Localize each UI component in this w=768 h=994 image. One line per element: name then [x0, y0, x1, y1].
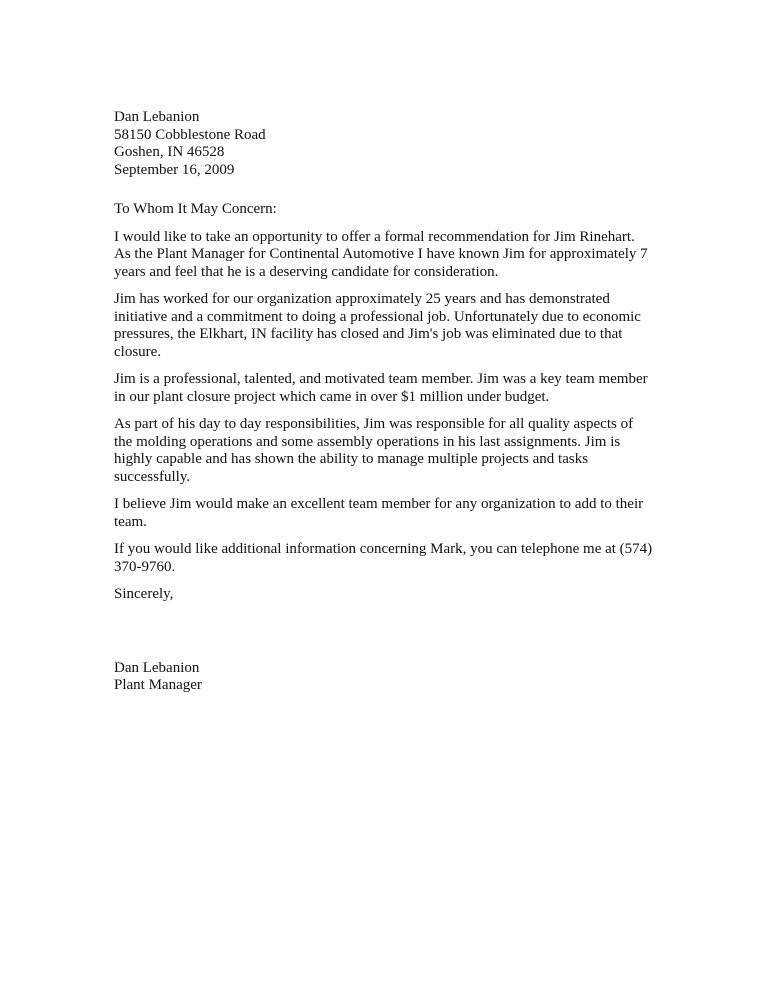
letter-date: September 16, 2009: [114, 161, 235, 178]
letter-body: [114, 109, 674, 695]
sender-name: Dan Lebanion: [114, 109, 200, 125]
paragraph-line: pressures, the Elkhart, IN facility has closed and Jim's job was eliminated due to that: [114, 326, 623, 342]
paragraph-line: initiative and a commitment to doing a professional job. Unfortunately due to economic: [114, 308, 641, 325]
paragraph-line: As part of his day to day responsibilities, Jim was responsible for all quality aspects of: [114, 416, 634, 432]
closing: [114, 586, 674, 604]
paragraph-line: If you would like additional information concerning Mark, you can telephone me at (574): [114, 541, 653, 557]
spacer: [114, 179, 674, 201]
sender-city-state-zip: Goshen, IN 46528: [114, 144, 225, 160]
closing-text: Sincerely,: [114, 586, 174, 602]
paragraph-5: [114, 496, 674, 531]
signature-space: [114, 614, 674, 660]
paragraph-4: [114, 416, 674, 486]
salutation: [114, 201, 674, 219]
signature-name: Dan Lebanion: [114, 659, 200, 676]
paragraph-line: Jim has worked for our organization approximately 25 years and has demonstrated: [114, 291, 610, 307]
signature-title: Plant Manager: [114, 677, 202, 693]
paragraph-line: I would like to take an opportunity to offer a formal recommendation for Jim Rinehart.: [114, 228, 635, 245]
paragraph-line: Jim is a professional, talented, and motivated team member. Jim was a key team member: [114, 371, 648, 387]
paragraph-line: highly capable and has shown the ability to manage multiple projects and tasks: [114, 451, 589, 467]
paragraph-1: [114, 229, 674, 282]
paragraph-line: 370-9760.: [114, 558, 176, 575]
paragraph-3: [114, 371, 674, 406]
signature-block: [114, 660, 674, 695]
paragraph-line: closure.: [114, 343, 162, 360]
paragraph-line: team.: [114, 513, 147, 530]
sender-block: [114, 109, 674, 179]
paragraph-line: in our plant closure project which came in over $1 million under budget.: [114, 388, 550, 405]
paragraph-2: [114, 291, 674, 361]
sender-street: 58150 Cobblestone Road: [114, 126, 266, 143]
paragraph-line: As the Plant Manager for Continental Automotive I have known Jim for approximately 7: [114, 246, 648, 262]
paragraph-line: I believe Jim would make an excellent team member for any organization to add to their: [114, 496, 644, 512]
paragraph-line: successfully.: [114, 468, 191, 485]
paragraph-6: [114, 541, 674, 576]
paragraph-line: years and feel that he is a deserving candidate for consideration.: [114, 263, 499, 280]
paragraph-line: the molding operations and some assembly operations in his last assignments. Jim is: [114, 433, 621, 450]
salutation-text: To Whom It May Concern:: [114, 201, 277, 217]
